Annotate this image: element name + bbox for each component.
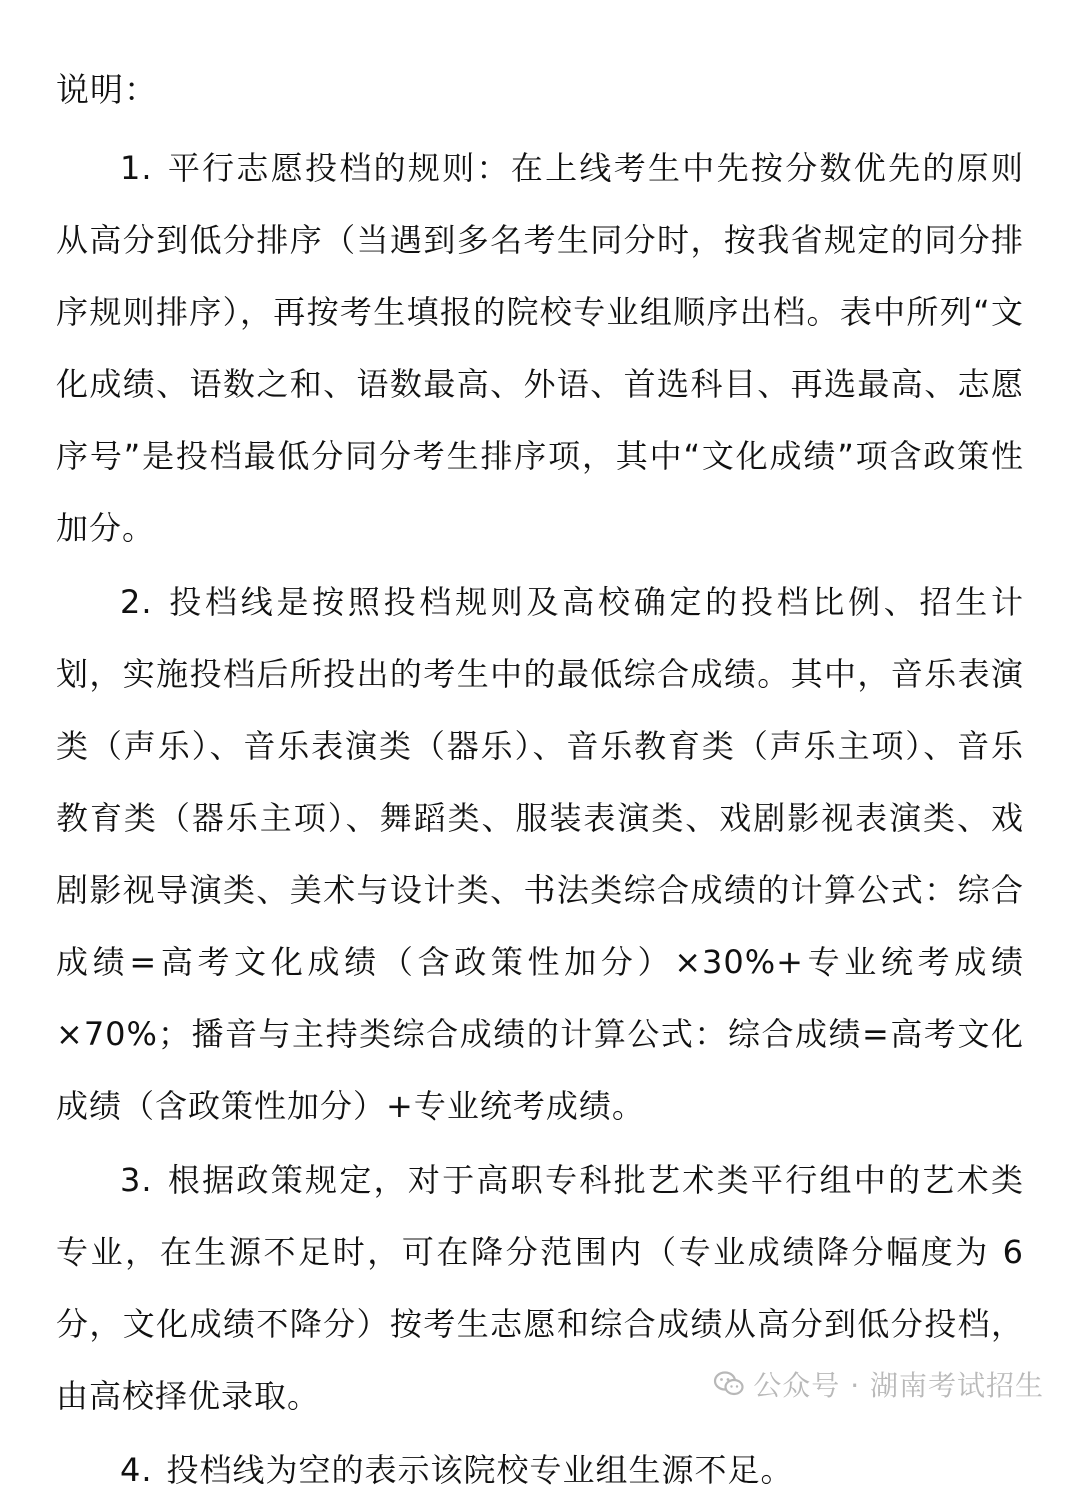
note-item-4: [56, 1434, 1024, 1506]
note-item-2: [56, 566, 1024, 1142]
note-number: 3.: [120, 1161, 153, 1199]
note-text: 投档线是按照投档规则及高校确定的投档比例、招生计划，实施投档后所投出的考生中的最低综合成绩。其中，音乐表演类（声乐）、音乐表演类（器乐）、音乐教育类（声乐主项）、音乐教育类（器乐主项）、舞蹈类、服装表演类、戏剧影视表演类、戏剧影视导演类、美术与设计类、书法类综合成绩的计算公式：综合成绩=高考文化成绩（含政策性加分）×30%+专业统考成绩×70%；播音与主持类综合成绩的计算公式：综合成绩=高考文化成绩（含政策性加分）+专业统考成绩。: [56, 583, 1024, 1125]
note-number: 2.: [120, 583, 153, 621]
note-number: 4.: [120, 1451, 153, 1489]
watermark-text: 公众号 · 湖南考试招生: [753, 1369, 1044, 1402]
note-text: 平行志愿投档的规则：在上线考生中先按分数优先的原则从高分到低分排序（当遇到多名考生同分时，按我省规定的同分排序规则排序），再按考生填报的院校专业组顺序出档。表中所列“文化成绩、语数之和、语数最高、外语、首选科目、再选最高、志愿序号”是投档最低分同分考生排序项，其中“文化成绩”项含政策性加分。: [56, 149, 1024, 547]
wechat-icon: [713, 1368, 745, 1400]
document-body: [56, 60, 1024, 1506]
note-text: 根据政策规定，对于高职专科批艺术类平行组中的艺术类专业，在生源不足时，可在降分范围内（专业成绩降分幅度为 6 分，文化成绩不降分）按考生志愿和综合成绩从高分到低分投档，由高校择优录取。: [56, 1161, 1024, 1415]
notes-heading: 说明：: [56, 70, 158, 109]
note-number: 1.: [120, 149, 153, 187]
note-item-1: [56, 132, 1024, 564]
note-text: 投档线为空的表示该院校专业组生源不足。: [166, 1451, 794, 1489]
account-watermark: [713, 1364, 1044, 1404]
